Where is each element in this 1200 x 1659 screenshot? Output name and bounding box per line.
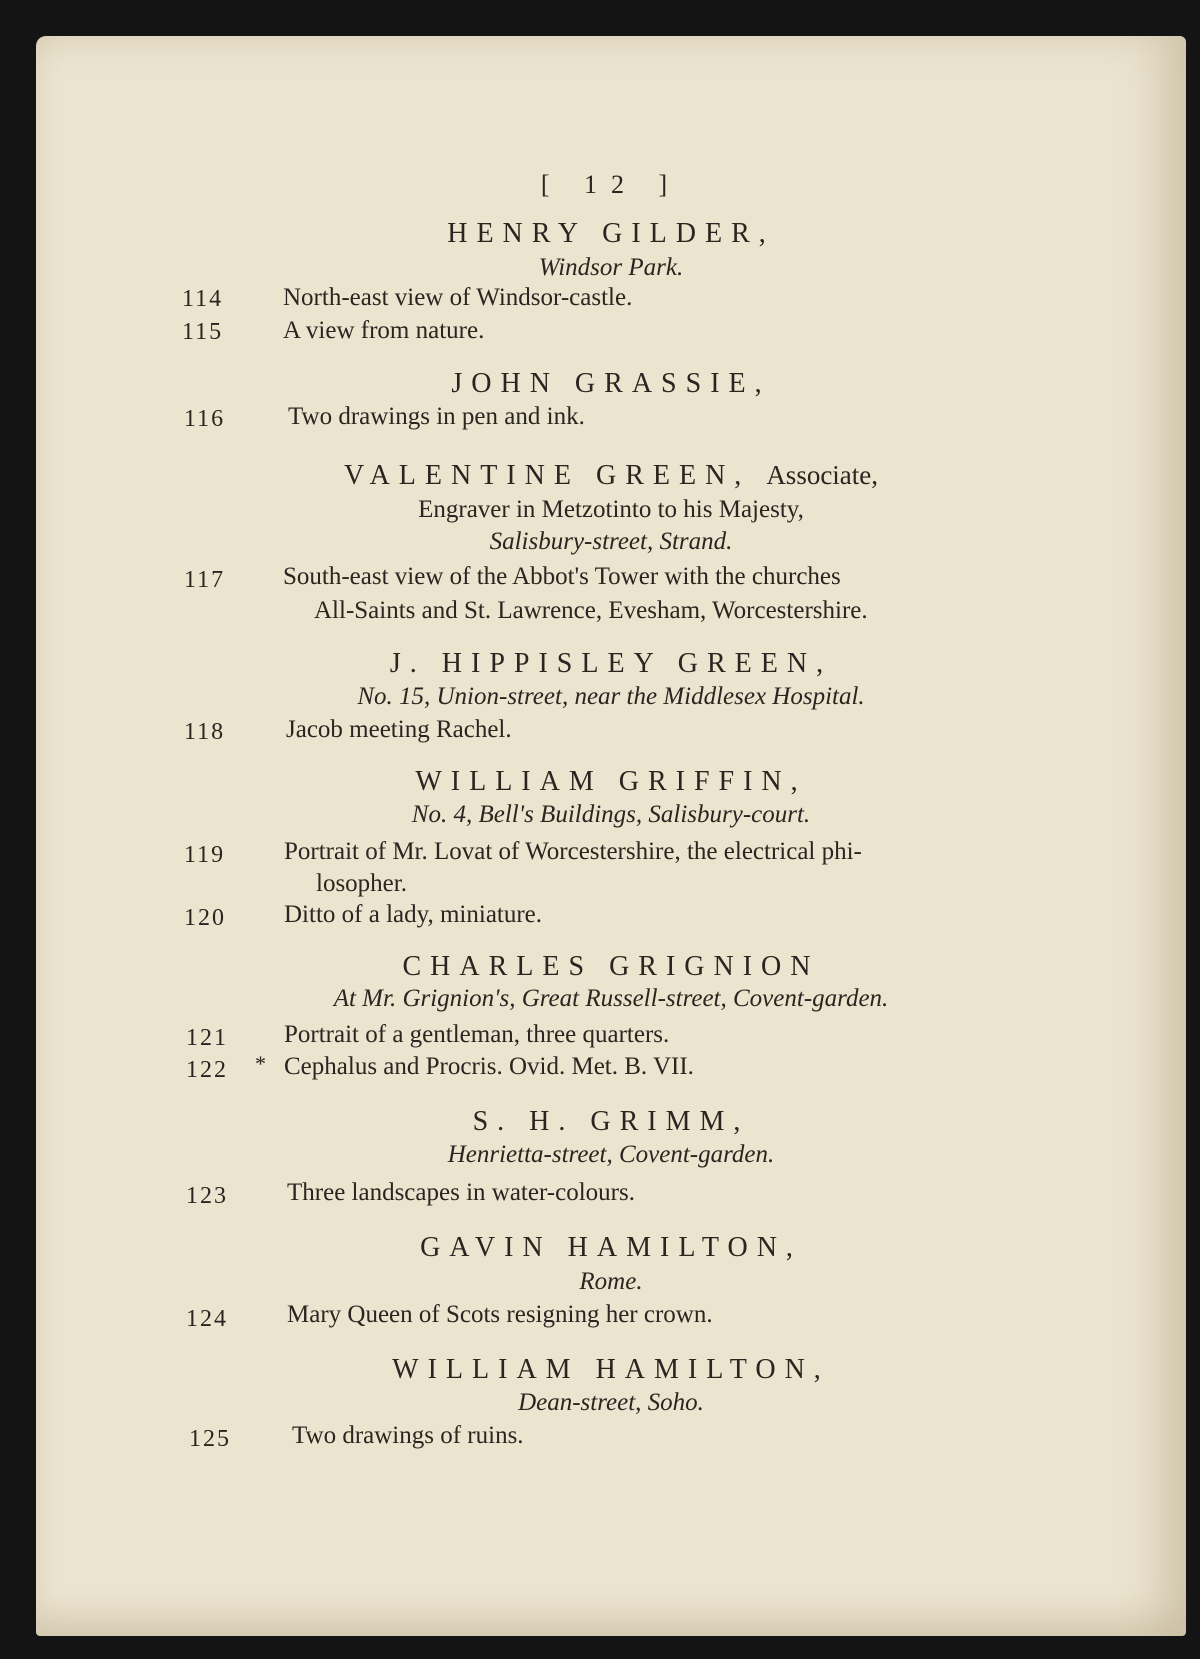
- entry-number: 124: [186, 1306, 228, 1332]
- entry-number: 118: [184, 719, 226, 745]
- artist-name: [36, 460, 1186, 492]
- page-number: [ 12 ]: [540, 170, 682, 199]
- entry-title: Mary Queen of Scots resigning her crown.: [287, 1301, 713, 1328]
- entry-title: Two drawings in pen and ink.: [288, 403, 585, 430]
- entry-number: 123: [186, 1183, 228, 1209]
- entry-title: North-east view of Windsor-castle.: [283, 284, 633, 311]
- entry-title: Portrait of Mr. Lovat of Worcestershire, the electrical phi-: [284, 838, 862, 865]
- artist-name-text: VALENTINE GREEN,: [343, 460, 751, 491]
- entry-title: A view from nature.: [283, 317, 485, 344]
- entry-title: South-east view of the Abbot's Tower with the churches: [283, 563, 841, 590]
- entry-number: 114: [182, 286, 224, 312]
- artist-address: No. 15, Union-street, near the Middlesex Hospital.: [357, 683, 865, 710]
- artist-address: Rome.: [579, 1268, 643, 1295]
- artist-address: No. 4, Bell's Buildings, Salisbury-court.: [411, 801, 811, 828]
- catalogue-page: [36, 36, 1186, 1636]
- entry-title: Jacob meeting Rachel.: [286, 716, 512, 743]
- artist-address: Dean-street, Soho.: [518, 1389, 704, 1416]
- entry-number: 115: [182, 319, 224, 345]
- artist-name: S. H. GRIMM,: [472, 1106, 750, 1137]
- entry-number: 121: [186, 1025, 228, 1051]
- entry-continuation: losopher.: [316, 870, 407, 897]
- artist-name: CHARLES GRIGNION: [402, 951, 820, 982]
- entry-title: Cephalus and Procris. Ovid. Met. B. VII.: [284, 1053, 694, 1080]
- entry-number: 117: [184, 567, 226, 593]
- entry-number: 125: [189, 1426, 231, 1452]
- marker-asterisk: *: [255, 1051, 266, 1076]
- artist-name: J. HIPPISLEY GREEN,: [389, 648, 833, 679]
- artist-address: Henrietta-street, Covent-garden.: [447, 1141, 775, 1168]
- entry-title: Ditto of a lady, miniature.: [284, 901, 543, 928]
- artist-address: Salisbury-street, Strand.: [489, 528, 733, 555]
- entry-number: 122: [186, 1057, 228, 1083]
- artist-title: Engraver in Metzotinto to his Majesty,: [418, 496, 804, 523]
- artist-name: GAVIN HAMILTON,: [420, 1232, 802, 1263]
- entry-number: 120: [184, 905, 226, 931]
- artist-address: Windsor Park.: [538, 254, 684, 281]
- entry-continuation: All-Saints and St. Lawrence, Evesham, Worcestershire.: [314, 597, 868, 624]
- entry-title: Three landscapes in water-colours.: [287, 1179, 635, 1206]
- artist-role: Associate,: [766, 460, 879, 490]
- artist-name: HENRY GILDER,: [447, 218, 775, 249]
- artist-name: WILLIAM GRIFFIN,: [415, 766, 807, 797]
- entry-title: Two drawings of ruins.: [292, 1422, 524, 1449]
- entry-number: 116: [184, 406, 226, 432]
- entry-number: 119: [184, 842, 226, 868]
- artist-name: WILLIAM HAMILTON,: [392, 1354, 830, 1385]
- artist-name: JOHN GRASSIE,: [451, 368, 771, 399]
- entry-title: Portrait of a gentleman, three quarters.: [284, 1021, 670, 1048]
- artist-address: At Mr. Grignion's, Great Russell-street, Covent-garden.: [333, 985, 889, 1012]
